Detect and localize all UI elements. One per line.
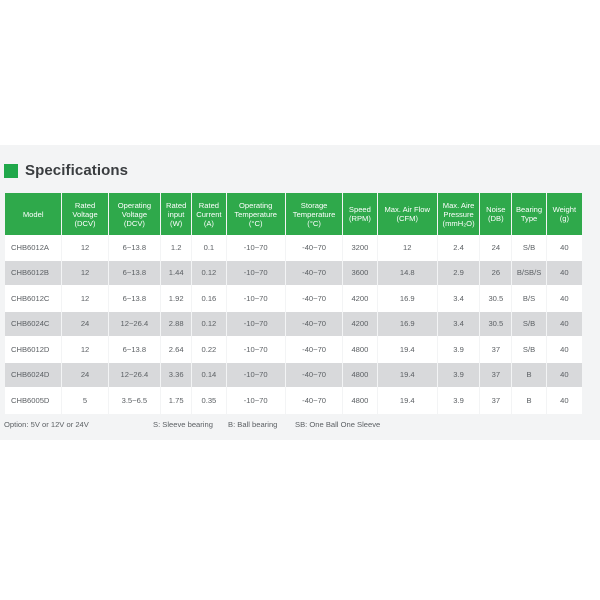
table-row <box>5 235 582 261</box>
table-header-row <box>5 193 582 235</box>
header-rated-current: Rated Current (A) <box>192 193 225 235</box>
header-storage-temperature: Storage Temperature (°C) <box>286 193 342 235</box>
header-operating-voltage: Operating Voltage (DCV) <box>109 193 160 235</box>
cell-noise: 30.5 <box>480 286 511 312</box>
cell-speed: 4800 <box>343 337 376 363</box>
cell-model: CHB6005D <box>5 388 61 414</box>
header-rated-input: Rated input (W) <box>161 193 191 235</box>
cell-bearing-type: B/SB/S <box>512 261 545 287</box>
cell-speed: 3600 <box>343 261 376 287</box>
cell-weight: 40 <box>547 312 582 338</box>
cell-noise: 24 <box>480 235 511 261</box>
cell-max-air-flow: 14.8 <box>378 261 437 287</box>
cell-max-air-pressure: 2.4 <box>438 235 479 261</box>
cell-operating-voltage: 12~26.4 <box>109 363 160 389</box>
cell-noise: 26 <box>480 261 511 287</box>
cell-rated-voltage: 12 <box>62 235 107 261</box>
cell-max-air-flow: 16.9 <box>378 286 437 312</box>
header-rated-voltage: Rated Voltage (DCV) <box>62 193 107 235</box>
cell-rated-voltage: 12 <box>62 286 107 312</box>
header-max-air-pressure: Max. Aire Pressure (mmH₂O) <box>438 193 479 235</box>
table-row <box>5 261 582 287</box>
cell-storage-temperature: -40~70 <box>286 312 342 338</box>
cell-max-air-pressure: 3.9 <box>438 363 479 389</box>
header-bearing-type: Bearing Type <box>512 193 545 235</box>
cell-rated-input: 1.44 <box>161 261 191 287</box>
cell-storage-temperature: -40~70 <box>286 337 342 363</box>
cell-rated-voltage: 24 <box>62 312 107 338</box>
cell-max-air-flow: 16.9 <box>378 312 437 338</box>
cell-bearing-type: S/B <box>512 337 545 363</box>
cell-rated-current: 0.1 <box>192 235 225 261</box>
cell-noise: 37 <box>480 363 511 389</box>
green-square-icon <box>4 164 18 178</box>
cell-storage-temperature: -40~70 <box>286 235 342 261</box>
cell-weight: 40 <box>547 235 582 261</box>
note-sleeve-bearing: S: Sleeve bearing <box>153 420 213 429</box>
header-model: Model <box>5 193 61 235</box>
cell-operating-temperature: -10~70 <box>227 261 285 287</box>
cell-rated-input: 1.75 <box>161 388 191 414</box>
cell-bearing-type: B <box>512 363 545 389</box>
cell-noise: 30.5 <box>480 312 511 338</box>
cell-speed: 3200 <box>343 235 376 261</box>
cell-operating-voltage: 6~13.8 <box>109 286 160 312</box>
cell-rated-voltage: 5 <box>62 388 107 414</box>
table-row <box>5 363 582 389</box>
cell-rated-current: 0.35 <box>192 388 225 414</box>
header-speed: Speed (RPM) <box>343 193 376 235</box>
cell-max-air-flow: 12 <box>378 235 437 261</box>
cell-operating-temperature: -10~70 <box>227 388 285 414</box>
cell-weight: 40 <box>547 337 582 363</box>
cell-operating-temperature: -10~70 <box>227 312 285 338</box>
cell-noise: 37 <box>480 388 511 414</box>
table-row <box>5 312 582 338</box>
table-row <box>5 286 582 312</box>
note-ball-bearing: B: Ball bearing <box>228 420 278 429</box>
section-heading <box>4 162 128 179</box>
table-row <box>5 337 582 363</box>
cell-max-air-flow: 19.4 <box>378 363 437 389</box>
cell-storage-temperature: -40~70 <box>286 286 342 312</box>
cell-rated-input: 1.2 <box>161 235 191 261</box>
cell-model: CHB6024C <box>5 312 61 338</box>
cell-speed: 4200 <box>343 286 376 312</box>
header-max-air-flow: Max. Air Flow (CFM) <box>378 193 437 235</box>
cell-rated-voltage: 24 <box>62 363 107 389</box>
cell-storage-temperature: -40~70 <box>286 363 342 389</box>
cell-storage-temperature: -40~70 <box>286 388 342 414</box>
cell-weight: 40 <box>547 261 582 287</box>
cell-operating-temperature: -10~70 <box>227 286 285 312</box>
cell-operating-voltage: 6~13.8 <box>109 337 160 363</box>
cell-rated-input: 2.64 <box>161 337 191 363</box>
specifications-table <box>4 193 583 414</box>
section-title: Specifications <box>25 162 129 179</box>
header-weight: Weight (g) <box>547 193 582 235</box>
cell-bearing-type: S/B <box>512 235 545 261</box>
cell-model: CHB6012C <box>5 286 61 312</box>
cell-weight: 40 <box>547 388 582 414</box>
cell-speed: 4200 <box>343 312 376 338</box>
cell-bearing-type: B/S <box>512 286 545 312</box>
cell-max-air-pressure: 3.9 <box>438 337 479 363</box>
cell-model: CHB6024D <box>5 363 61 389</box>
cell-noise: 37 <box>480 337 511 363</box>
cell-model: CHB6012A <box>5 235 61 261</box>
cell-rated-current: 0.22 <box>192 337 225 363</box>
cell-bearing-type: B <box>512 388 545 414</box>
cell-storage-temperature: -40~70 <box>286 261 342 287</box>
cell-model: CHB6012D <box>5 337 61 363</box>
cell-max-air-pressure: 3.4 <box>438 286 479 312</box>
cell-operating-voltage: 6~13.8 <box>109 235 160 261</box>
cell-operating-temperature: -10~70 <box>227 363 285 389</box>
table-row <box>5 388 582 414</box>
cell-rated-current: 0.12 <box>192 261 225 287</box>
header-noise: Noise (DB) <box>480 193 511 235</box>
cell-operating-temperature: -10~70 <box>227 235 285 261</box>
cell-rated-current: 0.16 <box>192 286 225 312</box>
note-option: Option: 5V or 12V or 24V <box>4 420 89 429</box>
cell-operating-voltage: 6~13.8 <box>109 261 160 287</box>
cell-rated-input: 2.88 <box>161 312 191 338</box>
header-operating-temperature: Operating Temperature (°C) <box>227 193 285 235</box>
cell-rated-current: 0.14 <box>192 363 225 389</box>
cell-speed: 4800 <box>343 388 376 414</box>
cell-max-air-flow: 19.4 <box>378 337 437 363</box>
cell-bearing-type: S/B <box>512 312 545 338</box>
cell-max-air-pressure: 3.4 <box>438 312 479 338</box>
cell-operating-voltage: 12~26.4 <box>109 312 160 338</box>
cell-rated-input: 3.36 <box>161 363 191 389</box>
cell-rated-input: 1.92 <box>161 286 191 312</box>
cell-weight: 40 <box>547 286 582 312</box>
cell-model: CHB6012B <box>5 261 61 287</box>
cell-weight: 40 <box>547 363 582 389</box>
cell-operating-voltage: 3.5~6.5 <box>109 388 160 414</box>
cell-speed: 4800 <box>343 363 376 389</box>
cell-max-air-flow: 19.4 <box>378 388 437 414</box>
cell-rated-voltage: 12 <box>62 337 107 363</box>
cell-rated-current: 0.12 <box>192 312 225 338</box>
note-one-ball-one-sleeve: SB: One Ball One Sleeve <box>295 420 381 429</box>
cell-rated-voltage: 12 <box>62 261 107 287</box>
cell-max-air-pressure: 2.9 <box>438 261 479 287</box>
cell-max-air-pressure: 3.9 <box>438 388 479 414</box>
cell-operating-temperature: -10~70 <box>227 337 285 363</box>
